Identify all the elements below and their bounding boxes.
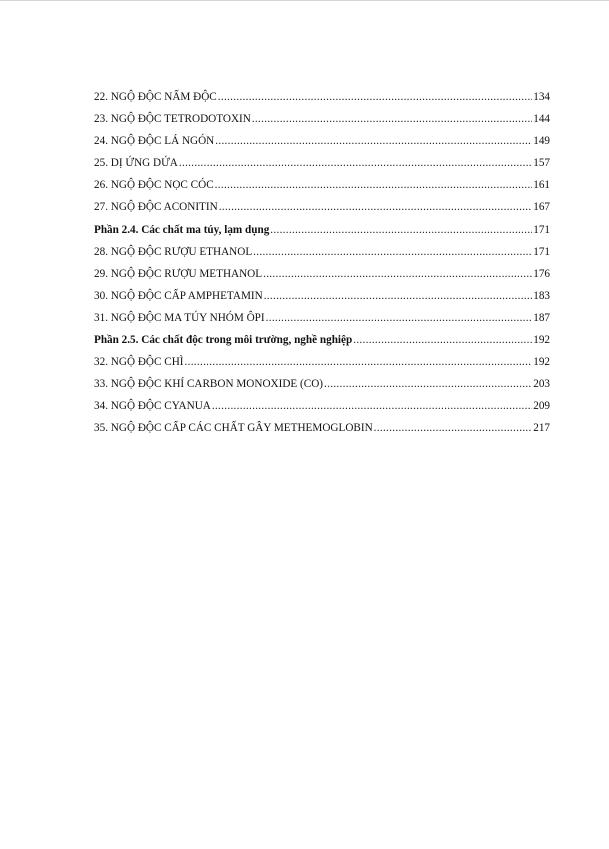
toc-dot-leader <box>264 285 533 307</box>
toc-entry-page-number: 149 <box>533 135 550 148</box>
toc-dot-leader <box>215 130 532 152</box>
toc-entry[interactable] <box>94 174 550 196</box>
toc-entry-title: 26. NGỘ ĐỘC NỌC CÓC <box>94 179 214 192</box>
toc-entry-title: 27. NGỘ ĐỘC ACONITIN <box>94 201 218 214</box>
toc-entry-title: 28. NGỘ ĐỘC RƯỢU ETHANOL <box>94 245 253 258</box>
toc-entry-title: 31. NGỘ ĐỘC MA TÚY NHÓM ÔPI <box>94 311 265 324</box>
toc-entry-title: Phần 2.5. Các chất độc trong môi trường, nghề nghiệp <box>94 334 353 347</box>
toc-entry-title: 23. NGỘ ĐỘC TETRODOTOXIN <box>94 113 251 126</box>
toc-dot-leader <box>179 152 532 174</box>
toc-dot-leader <box>219 196 533 218</box>
toc-entry[interactable] <box>94 86 550 108</box>
toc-dot-leader <box>263 263 532 285</box>
toc-entry-page-number: 167 <box>533 201 550 214</box>
toc-entry[interactable] <box>94 241 550 263</box>
toc-entry-page-number: 203 <box>533 378 550 391</box>
toc-entry[interactable] <box>94 417 550 439</box>
toc-dot-leader <box>270 219 532 241</box>
toc-entry[interactable] <box>94 285 550 307</box>
toc-dot-leader <box>374 417 533 439</box>
toc-dot-leader <box>253 241 532 263</box>
toc-entry[interactable] <box>94 108 550 130</box>
toc-entry-page-number: 157 <box>533 157 550 170</box>
toc-entry-page-number: 161 <box>533 179 550 192</box>
toc-entry-title: 33. NGỘ ĐỘC KHÍ CARBON MONOXIDE (CO) <box>94 378 324 391</box>
toc-entry-page-number: 183 <box>533 289 550 302</box>
toc-entry-page-number: 192 <box>533 356 550 369</box>
toc-dot-leader <box>212 395 532 417</box>
toc-entry-page-number: 171 <box>533 223 550 236</box>
toc-dot-leader <box>353 329 532 351</box>
toc-entry-title: 32. NGỘ ĐỘC CHÌ <box>94 356 184 369</box>
toc-entry-page-number: 134 <box>533 91 550 103</box>
toc-entry-page-number: 144 <box>533 113 550 126</box>
page-top-border <box>0 0 609 1</box>
toc-dot-leader <box>215 174 533 196</box>
toc-section-heading[interactable] <box>94 219 550 241</box>
toc-entry-page-number: 209 <box>533 400 550 413</box>
toc-entry[interactable] <box>94 395 550 417</box>
toc-dot-leader <box>185 351 533 373</box>
toc-entry-page-number: 176 <box>533 267 550 280</box>
toc-dot-leader <box>324 373 532 395</box>
toc-dot-leader <box>266 307 533 329</box>
toc-entry-page-number: 192 <box>533 334 550 347</box>
toc-entry[interactable] <box>94 373 550 395</box>
toc-entry[interactable] <box>94 196 550 218</box>
toc-entry-title: 34. NGỘ ĐỘC CYANUA <box>94 400 211 413</box>
toc-entry[interactable] <box>94 351 550 373</box>
toc-entry[interactable] <box>94 263 550 285</box>
toc-entry-page-number: 187 <box>533 311 550 324</box>
toc-entry[interactable] <box>94 130 550 152</box>
toc-entry-title: 24. NGỘ ĐỘC LÁ NGÓN <box>94 135 215 148</box>
toc-dot-leader <box>252 108 532 130</box>
toc-entry[interactable] <box>94 152 550 174</box>
toc-dot-leader <box>218 86 532 108</box>
toc-entry-page-number: 217 <box>533 422 550 435</box>
toc-entry-title: 35. NGỘ ĐỘC CẤP CÁC CHẤT GÂY METHEMOGLOBIN <box>94 422 373 435</box>
toc-entry-title: 30. NGỘ ĐỘC CẤP AMPHETAMIN <box>94 289 263 302</box>
toc-section-heading[interactable] <box>94 329 550 351</box>
toc-entry[interactable] <box>94 307 550 329</box>
toc-entry-title: Phần 2.4. Các chất ma túy, lạm dụng <box>94 223 270 236</box>
toc-entry-title: 29. NGỘ ĐỘC RƯỢU METHANOL <box>94 267 263 280</box>
toc-entry-page-number: 171 <box>533 245 550 258</box>
table-of-contents <box>94 86 550 440</box>
toc-entry-title: 22. NGỘ ĐỘC NẤM ĐỘC <box>94 91 217 103</box>
toc-entry-title: 25. DỊ ỨNG DỨA <box>94 157 178 170</box>
